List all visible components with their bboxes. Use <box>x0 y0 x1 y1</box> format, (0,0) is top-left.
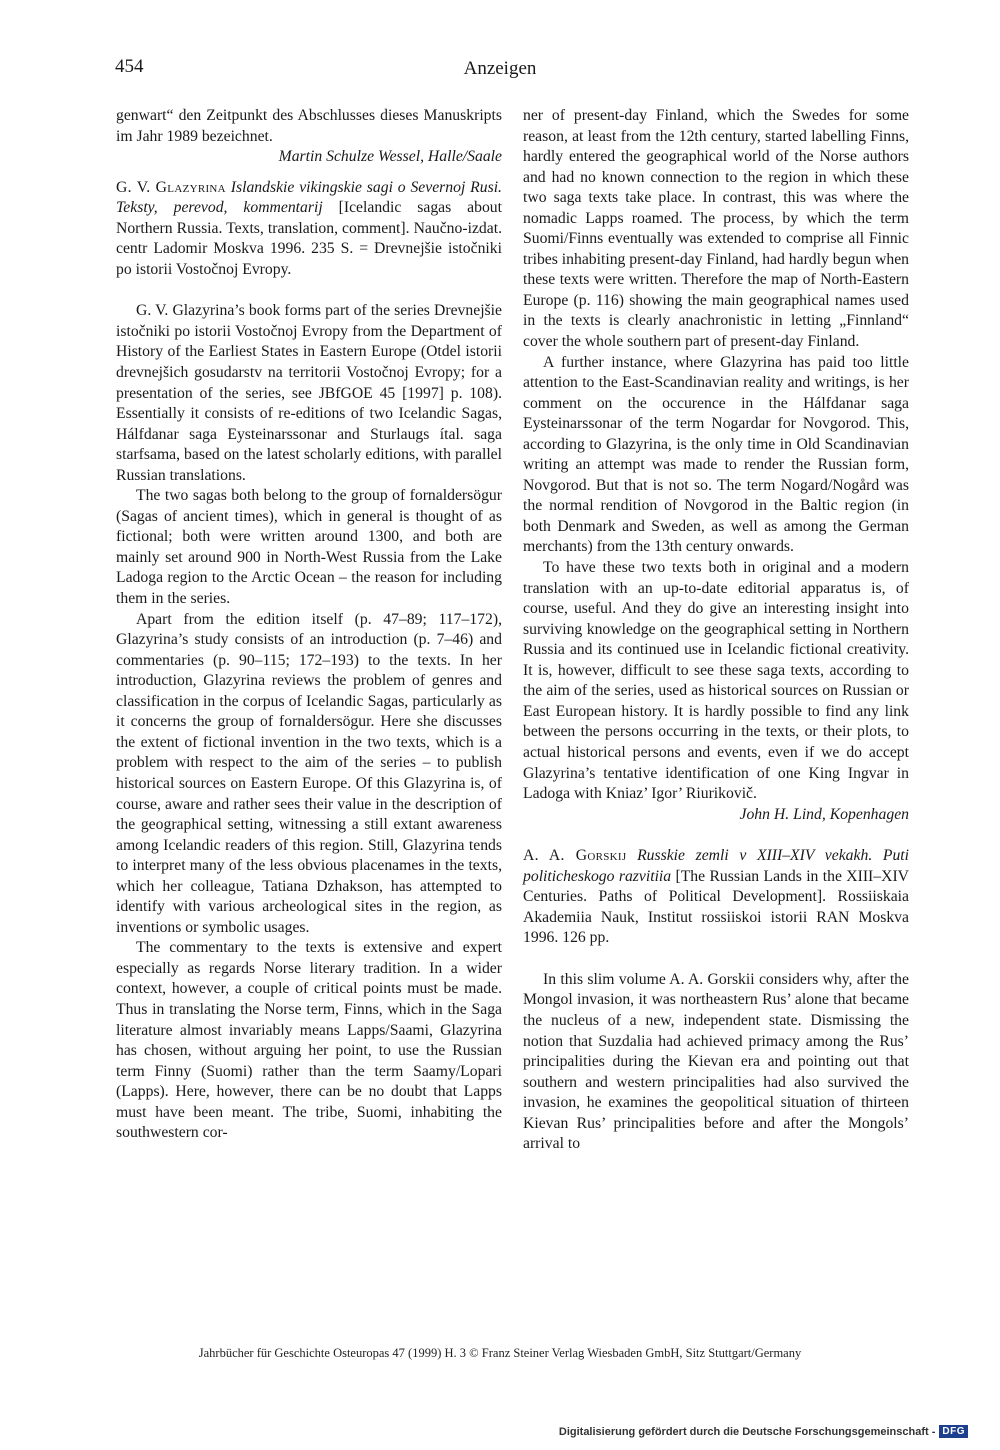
review-paragraph: Apart from the edition itself (p. 47–89; 117–172), Glazyrina’s study consists of an introduction (p. 7–46) and commentaries (p. 90–115; 172–193) to the texts. In her introduction, Glazyrina reviews the problem of genres and classification in the corpus of Icelandic Sagas, particularly as it concerns the group of fornaldersögur. Here she discusses the extent of fictional invention in the two texts, which is a problem with respect to the aim of the series – to publish historical sources on Eastern Europe. Of this Glazyrina is, of course, aware and rather sees their value in the description of the geographical setting, witnessing a still extant awareness among Icelandic readers of this region. Still, Glazyrina tends to interpret many of the less obvious placenames in the texts, which her colleague, Tatiana Dzhakson, has attempted to identify with various archeological sites in the region, as inventions or symbolic usages. <box>116 610 502 936</box>
reviewer-signature: John H. Lind, Kopenhagen <box>739 805 909 823</box>
book-title: Islandskie vikingskie sagi o Severnoj Rusi. Teksty, perevod, kommentarij <box>116 178 502 217</box>
journal-footer: Jahrbücher für Geschichte Osteuropas 47 (1999) H. 3 © Franz Steiner Verlag Wiesbaden GmbH, Sitz Stuttgart/Germany <box>198 1346 802 1360</box>
page-number: 454 <box>115 56 144 77</box>
book-bibliography: [The Russian Lands in the XIII–XIV Centuries. Paths of Political Development]. Rossiiskaia Akademiia Nauk, Institut rossiiskoi istorii RAN Moskva 1996. 126 pp. <box>523 867 909 947</box>
book-title: Russkie zemli v XIII–XIV vekakh. Puti politicheskogo razvitiia <box>523 847 910 885</box>
right-column <box>523 106 909 1155</box>
review-paragraph: The commentary to the texts is extensive and expert especially as regards Norse literary tradition. In a wider context, however, a couple of critical points must be made. Thus in translating the Norse term, Finns, which in the Saga literature almost invariably means Lapps/Saami, Glazyrina has chosen, without arguing her point, to use the Russian term Finny (Suomi) rather than the term Saamy/Lopari (Lapps). Here, however, there can be no doubt that Lapps must have been meant. The tribe, Suomi, inhabiting the southwestern cor- <box>116 939 502 1142</box>
running-title: Anzeigen <box>463 58 537 79</box>
review-paragraph: The two sagas both belong to the group of fornaldersögur (Sagas of ancient times), which in general is thought of as fictional; both were written around 1300, and both are mainly set around 900 in North-West Russia from the Lake Ladoga region to the Arctic Ocean – the reason for including them in the series. <box>116 487 502 608</box>
reviewer-signature: Martin Schulze Wessel, Halle/Saale <box>278 148 502 166</box>
review-paragraph: ner of present-day Finland, which the Swedes for some reason, at least from the 12th century, started labelling Finns, hardly entered the geographical world of the Norse authors and had no known connection to the region in which these two saga texts take place. In contrast, this was where the nomadic Lapps roamed. The process, by which the term Suomi/Finns eventually was extended to comprise all Finnic tribes inhabiting present-day Finland, had hardly begun when these texts were written. Therefore the map of North-Eastern Europe (p. 116) showing the main geographical names used in the texts is clearly anachronistic in letting „Finnland“ cover the whole southern part of present-day Finland. <box>523 107 909 351</box>
book-bibliography: [Icelandic sagas about Northern Russia. Texts, translation, comment]. Naučno-izdat. centr Ladomir Moskva 1996. 235 S. = Drevnejšie istočniki po istorii Vostočnoj Evropy. <box>116 199 502 278</box>
dfg-logo: DFG <box>939 1425 968 1438</box>
review-paragraph: G. V. Glazyrina’s book forms part of the series Drevnejšie istočniki po istorii Vostočnoj Evropy from the Department of History of the Earliest States in Eastern Europe (Otdel istorii drevnejšich gosudarstv na territorii Vostočnoj Evropy; for a presentation of the series, see JBfGOE 45 [1997] p. 108). Essentially it consists of re-editions of two Icelandic Sagas, Hálfdanar saga Eysteinarssonar and Sturlaugs ítal. saga starfsama, based on the latest scholarly editions, with parallel Russian translations. <box>116 302 502 484</box>
continuation-text: genwart“ den Zeitpunkt des Abschlusses dieses Manuskripts im Jahr 1989 bezeichnet. <box>116 107 502 145</box>
review-paragraph: A further instance, where Glazyrina has paid too little attention to the East-Scandinavian reality and writings, is her comment on the occurence in the Hálfdanar saga Eysteinarssonar of the term Nogardar for Novgorod. This, according to Glazyrina, is the only time in Old Scandinavian writing an attempt was made to render the Russian form, Novgorod. But that is not so. The term Nogard/Nogård was the normal rendition of Novgorod in the Baltic region (in both Denmark and Sweden, as well as among the German merchants) from the 13th century onwards. <box>523 353 909 556</box>
digitization-text: Digitalisierung gefördert durch die Deutsche Forschungsgemeinschaft - <box>558 1425 936 1438</box>
review-citation <box>523 846 909 949</box>
digitization-note <box>559 1425 968 1438</box>
book-author: G. V. Glazyrina <box>116 178 226 196</box>
left-column <box>116 106 502 1144</box>
review-citation <box>116 178 502 281</box>
review-paragraph: To have these two texts both in original and a modern translation with an up-to-date editorial apparatus is, of course, useful. And they do give an interesting insight into surviving knowledge on the geographical setting in Northern Russia and its continued use in Icelandic fictional creativity. It is, however, difficult to see these saga texts, according to the aim of the series, used as historical sources on Russian or East European history. It is hardly possible to find any link between the persons occurring in the texts, or their plots, to actual historical persons and events, even if we do accept Glazyrina’s tentative identification of one King Ingvar in Ladoga with Kniaz’ Igor’ Riurikovič. <box>523 559 909 803</box>
review-paragraph: In this slim volume A. A. Gorskii considers why, after the Mongol invasion, it was northeastern Rus’ alone that became the nucleus of a new, independent state. Dismissing the notion that Suzdalia had achieved primacy among the Rus’ principalities during the Kievan era and pointing out that southern and western principalities had also survived the invasion, he examines the geopolitical situation of thirteen Kievan Rus’ principalities before and after the Mongols’ arrival to <box>523 970 909 1153</box>
book-author: A. A. Gorskij <box>523 847 627 865</box>
